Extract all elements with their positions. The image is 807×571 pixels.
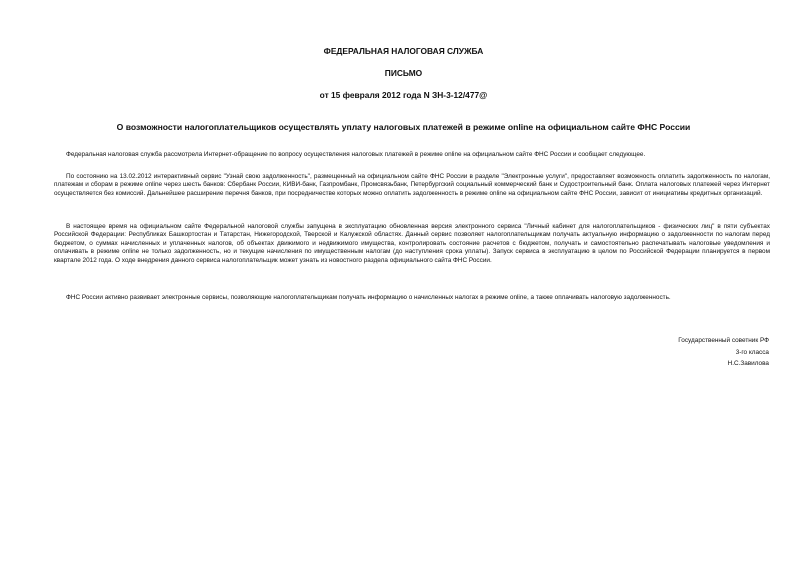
- body-paragraph-4: ФНС России активно развивает электронные сервисы, позволяющие налогоплательщикам получать информацию о начисленных налогах в режиме online, а также оплачивать налоговую задолженность.: [66, 294, 671, 301]
- signer-position-line-1: Государственный советник РФ: [678, 337, 769, 344]
- body-paragraph-2: По состоянию на 13.02.2012 интерактивный сервис "Узнай свою задолженность", размещенный на официальном сайте ФНС России в разделе "Электронные услуги", предоставляет возможность оплатить задолженность по налогам, платежам и сборам в режиме online через шесть банков: Сбербанк России, КИВИ-банк, Газпромбанк, Промсвязьбанк, Петербургский социальный коммерческий банк и Судостроительный банк. Оплата налоговых платежей через Интернет осуществляется без комиссий. Дальнейшее расширение перечня банков, при посредничестве которых можно оплатить задолженность в режиме online на официальном сайте ФНС России, зависит от инициативы кредитных организаций.: [54, 173, 770, 197]
- body-paragraph-3: В настоящее время на официальном сайте Федеральной налоговой службы запущена в эксплуатацию обновленная версия электронного сервиса "Личный кабинет для налогоплательщиков - физических лиц" в пяти субъектах Российской Федерации: Республиках Башкортостан и Татарстан, Нижегородской, Тверской и Калужской областях. Данный сервис позволяет налогоплательщикам получать актуальную информацию о задолженности по налогам перед бюджетом, о суммах начисленных и уплаченных налогов, об объектах движимого и недвижимого имущества, контролировать состояние расчетов с бюджетом, получать и самостоятельно распечатывать налоговые уведомления и оплачивать в режиме online не только задолженность, но и текущие начисления по имущественным налогам (до наступления срока уплаты). Запуск сервиса в эксплуатацию в целом по Российской Федерации планируется в первом квартале 2012 года. О ходе внедрения данного сервиса налогоплательщик может узнать из новостного раздела официального сайта ФНС России.: [54, 223, 770, 264]
- document-date-number: от 15 февраля 2012 года N ЗН-3-12/477@: [319, 90, 488, 100]
- document-subject: О возможности налогоплательщиков осуществлять уплату налоговых платежей в режиме online на официальном сайте ФНС России: [116, 122, 691, 132]
- organization-name: ФЕДЕРАЛЬНАЯ НАЛОГОВАЯ СЛУЖБА: [323, 46, 484, 56]
- signer-position-line-2: 3-го класса: [735, 348, 769, 356]
- signer-name: Н.С.Завилова: [727, 360, 769, 367]
- body-paragraph-1: Федеральная налоговая служба рассмотрела Интернет-обращение по вопросу осуществления налоговых платежей в режиме online на официальном сайте ФНС России и сообщает следующее.: [66, 151, 646, 158]
- signature-block: [569, 335, 769, 370]
- document-type: ПИСЬМО: [384, 68, 423, 78]
